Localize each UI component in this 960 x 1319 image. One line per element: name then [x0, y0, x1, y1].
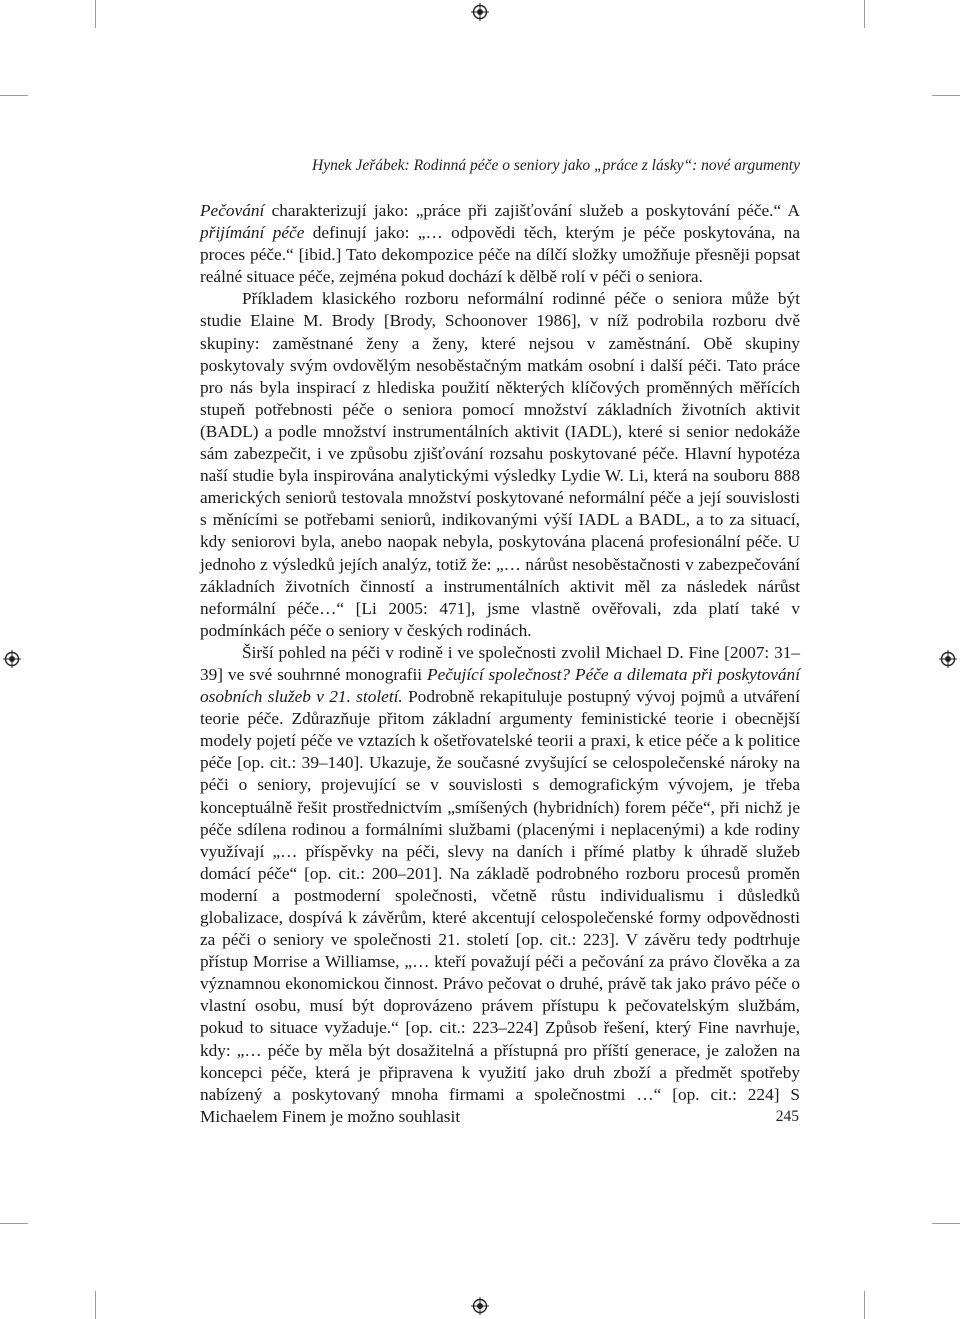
crop-mark-bottom-left-vertical — [95, 1291, 96, 1319]
crop-mark-bottom-right-vertical — [864, 1291, 865, 1319]
registration-mark-top-icon — [471, 3, 489, 21]
text-run: Podrobně rekapituluje postupný vývoj pojmů a utváření teorie péče. Zdůrazňuje přitom základní argumenty feministické teorie i obecnější modely pojetí péče ve vztazích k ošetřovatelské teorii a praxi, k etice péče a k politice péče [op. cit.: 39–140]. Ukazuje, že současné zvyšující se celospolečenské nároky na péči o seniory, projevující se v souvislosti s demografickým vývojem, je třeba konceptuálně řešit prostřednictvím „smíšených (hybridních) forem péče“, při nichž je péče sdílena rodinou a formálními službami (placenými i neplacenými) a kde rodiny využívají „… příspěvky na péči, slevy na daních i přímé platby k úhradě služeb domácí péče“ [op. cit.: 200–201]. Na základě podrobného rozboru procesů proměn moderní a postmoderní společnosti, včetně růstu individualismu i důsledků globalizace, dospívá k závěrům, které akcentují celospolečenské formy odpovědnosti za péči o seniory ve společnosti 21. století [op. cit.: 223]. V závěru tedy podtrhuje přístup Morrise a Williamse, „… kteří považují péči a pečování za právo člověka a za významnou ekonomickou činnost. Právo pečovat o druhé, právě tak jako právo péče o vlastní osobu, musí být doprovázeno právem přístupu k pečovatelským službám, pokud to situace vyžaduje.“ [op. cit.: 223–224] Způsob řešení, který Fine navrhuje, kdy: „… péče by měla být dosažitelná a přístupná pro příští generace, je založen na koncepci péče, která je připravena k využití jako druh zboží a předmět spotřeby nabízený a poskytovaný mnoha firmami a společnostmi …“ [op. cit.: 224] S Michaelem Finem je možno souhlasit — [200, 687, 800, 1126]
article-body — [200, 200, 800, 1128]
registration-mark-right-icon — [939, 650, 957, 668]
crop-mark-top-right-horizontal — [932, 95, 960, 96]
crop-mark-bottom-left-horizontal — [0, 1223, 28, 1224]
registration-mark-bottom-icon — [471, 1297, 489, 1315]
italic-text: přijímání péče — [200, 223, 305, 243]
crop-mark-top-left-vertical — [95, 0, 96, 28]
paragraph — [200, 200, 800, 288]
crop-mark-top-left-horizontal — [0, 95, 28, 96]
crop-mark-top-right-vertical — [864, 0, 865, 28]
italic-text: Pečující společnost? Péče a dilemata při poskytování osobních služeb v 21. století. — [200, 664, 800, 707]
registration-mark-left-icon — [3, 650, 21, 668]
italic-text: Pečování — [200, 201, 265, 220]
text-run: charakterizují jako: „práce při zajišťování služeb a poskytování péče.“ A — [264, 201, 800, 220]
text-run: Příkladem klasického rozboru neformální rodinné péče o seniora může být studie Elaine M. Brody [Brody, Schoonover 1986], v níž podrobila rozboru dvě skupiny: zaměstnané ženy a ženy, které nejsou v zaměstnání. Obě skupiny poskytovaly svým ovdovělým nesoběstačným matkám osobní i další péči. Tato práce pro nás byla inspirací z hlediska použití některých klíčových proměnných měřících stupeň potřebnosti péče o seniora pomocí množství základních životních aktivit (BADL) a podle množství instrumentálních aktivit (IADL), které si senior nedokáže sám zabezpečit, i ve způsobu zjišťování rozsahu poskytované péče. Hlavní hypotéza naší studie byla inspirována analytickými výsledky Lydie W. Li, která na souboru 888 amerických seniorů testovala množství poskytované neformální péče a její souvislosti s měnícími se potřebami seniorů, indikovanými výší IADL a BADL, a to za situací, kdy seniorovi byla, anebo naopak nebyla, poskytována placená profesionální péče. U jednoho z výsledků jejích analýz, totiž že: „… nárůst nesoběstačnosti v zabezpečování základních životních činností a instrumentálních aktivit měl za následek nárůst neformální péče…“ [Li 2005: 471], jsme vlastně ověřovali, zda platí také v podmínkách péče o seniory v českých rodinách. — [200, 289, 800, 640]
text-run: Širší pohled na péči v rodině i ve společnosti zvolil Michael D. Fine [2007: 31–39] ve své souhrnné monografii — [200, 642, 800, 684]
paragraph — [200, 642, 800, 1128]
running-head: Hynek Jeřábek: Rodinná péče o seniory jako „práce z lásky“: nové argumenty — [312, 157, 800, 174]
text-run: definují jako: „… odpovědi těch, kterým je péče poskytována, na proces péče.“ [ibid.] Tato dekompozice péče na dílčí složky umožňuje přesněji popsat reálné situace péče, zejména pokud dochází k dělbě rolí v péči o seniora. — [200, 223, 800, 287]
page-number: 245 — [775, 1108, 799, 1125]
paragraph — [200, 288, 800, 642]
crop-mark-bottom-right-horizontal — [932, 1223, 960, 1224]
